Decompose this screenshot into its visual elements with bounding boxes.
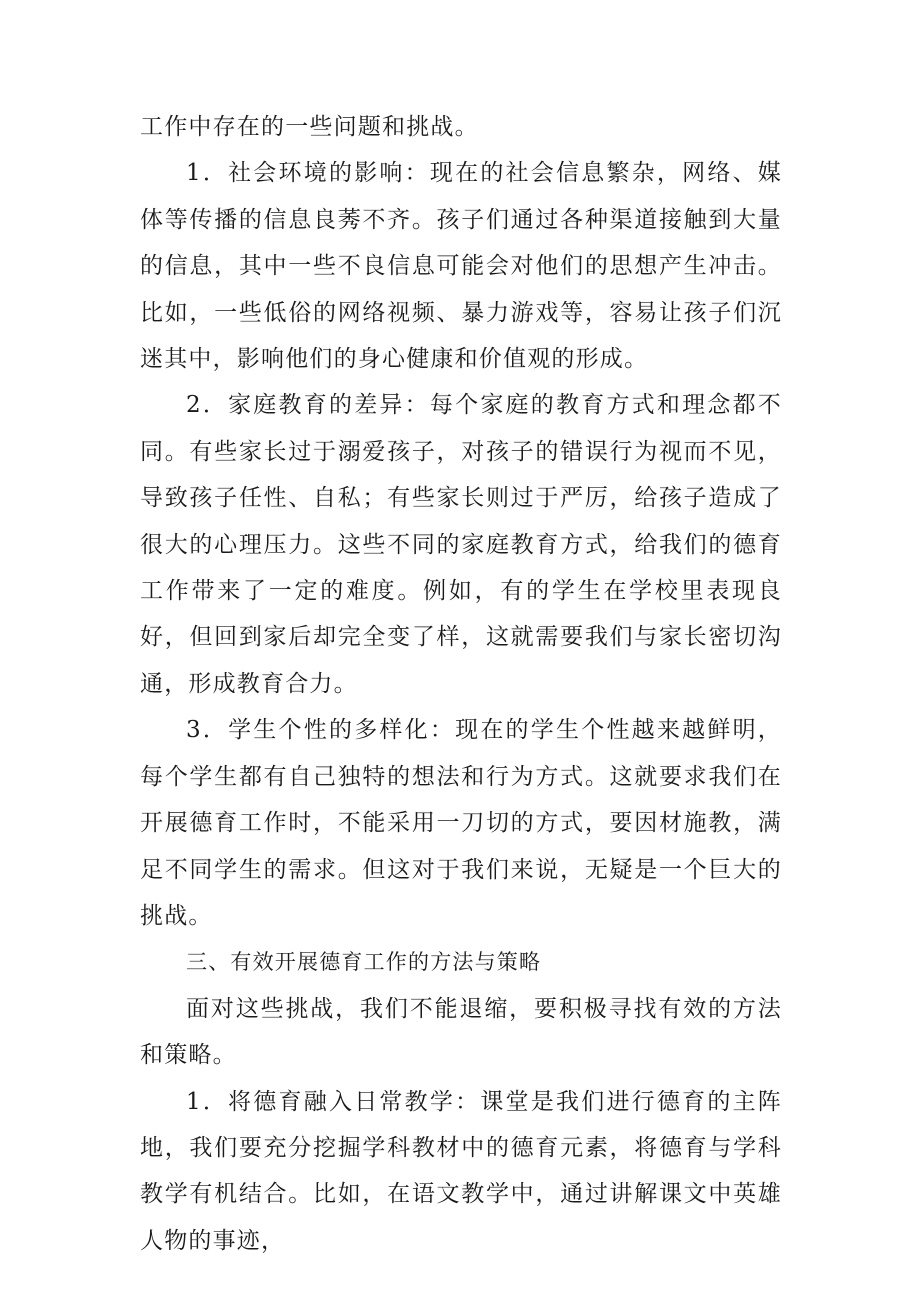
paragraph-student-diversity: 3．学生个性的多样化：现在的学生个性越来越鲜明，每个学生都有自己独特的想法和行为方式。这就要求我们在开展德育工作时，不能采用一刀切的方式，要因材施教，满足不同学生的需求。但这对于我们来说，无疑是一个巨大的挑战。 [140, 717, 782, 929]
paragraph-continuation: 工作中存在的一些问题和挑战。 [140, 114, 479, 140]
paragraph-integrate-teaching: 1．将德育融入日常教学：课堂是我们进行德育的主阵地，我们要充分挖掘学科教材中的德育元素，将德育与学科教学有机结合。比如，在语文教学中，通过讲解课文中英雄人物的事迹， [140, 1088, 782, 1254]
paragraph-facing-challenges: 面对这些挑战，我们不能退缩，要积极寻找有效的方法和策略。 [140, 995, 782, 1069]
paragraph-family-education: 2．家庭教育的差异：每个家庭的教育方式和理念都不同。有些家长过于溺爱孩子，对孩子的错误行为视而不见，导致孩子任性、自私；有些家长则过于严厉，给孩子造成了很大的心理压力。这些不同的家庭教育方式，给我们的德育工作带来了一定的难度。例如，有的学生在学校里表现良好，但回到家后却完全变了样，这就需要我们与家长密切沟通，形成教育合力。 [140, 392, 782, 697]
document-body [140, 104, 782, 1264]
paragraph-social-environment: 1．社会环境的影响：现在的社会信息繁杂，网络、媒体等传播的信息良莠不齐。孩子们通过各种渠道接触到大量的信息，其中一些不良信息可能会对他们的思想产生冲击。比如，一些低俗的网络视频、暴力游戏等，容易让孩子们沉迷其中，影响他们的身心健康和价值观的形成。 [140, 160, 782, 373]
section-heading-methods: 三、有效开展德育工作的方法与策略 [186, 950, 542, 975]
